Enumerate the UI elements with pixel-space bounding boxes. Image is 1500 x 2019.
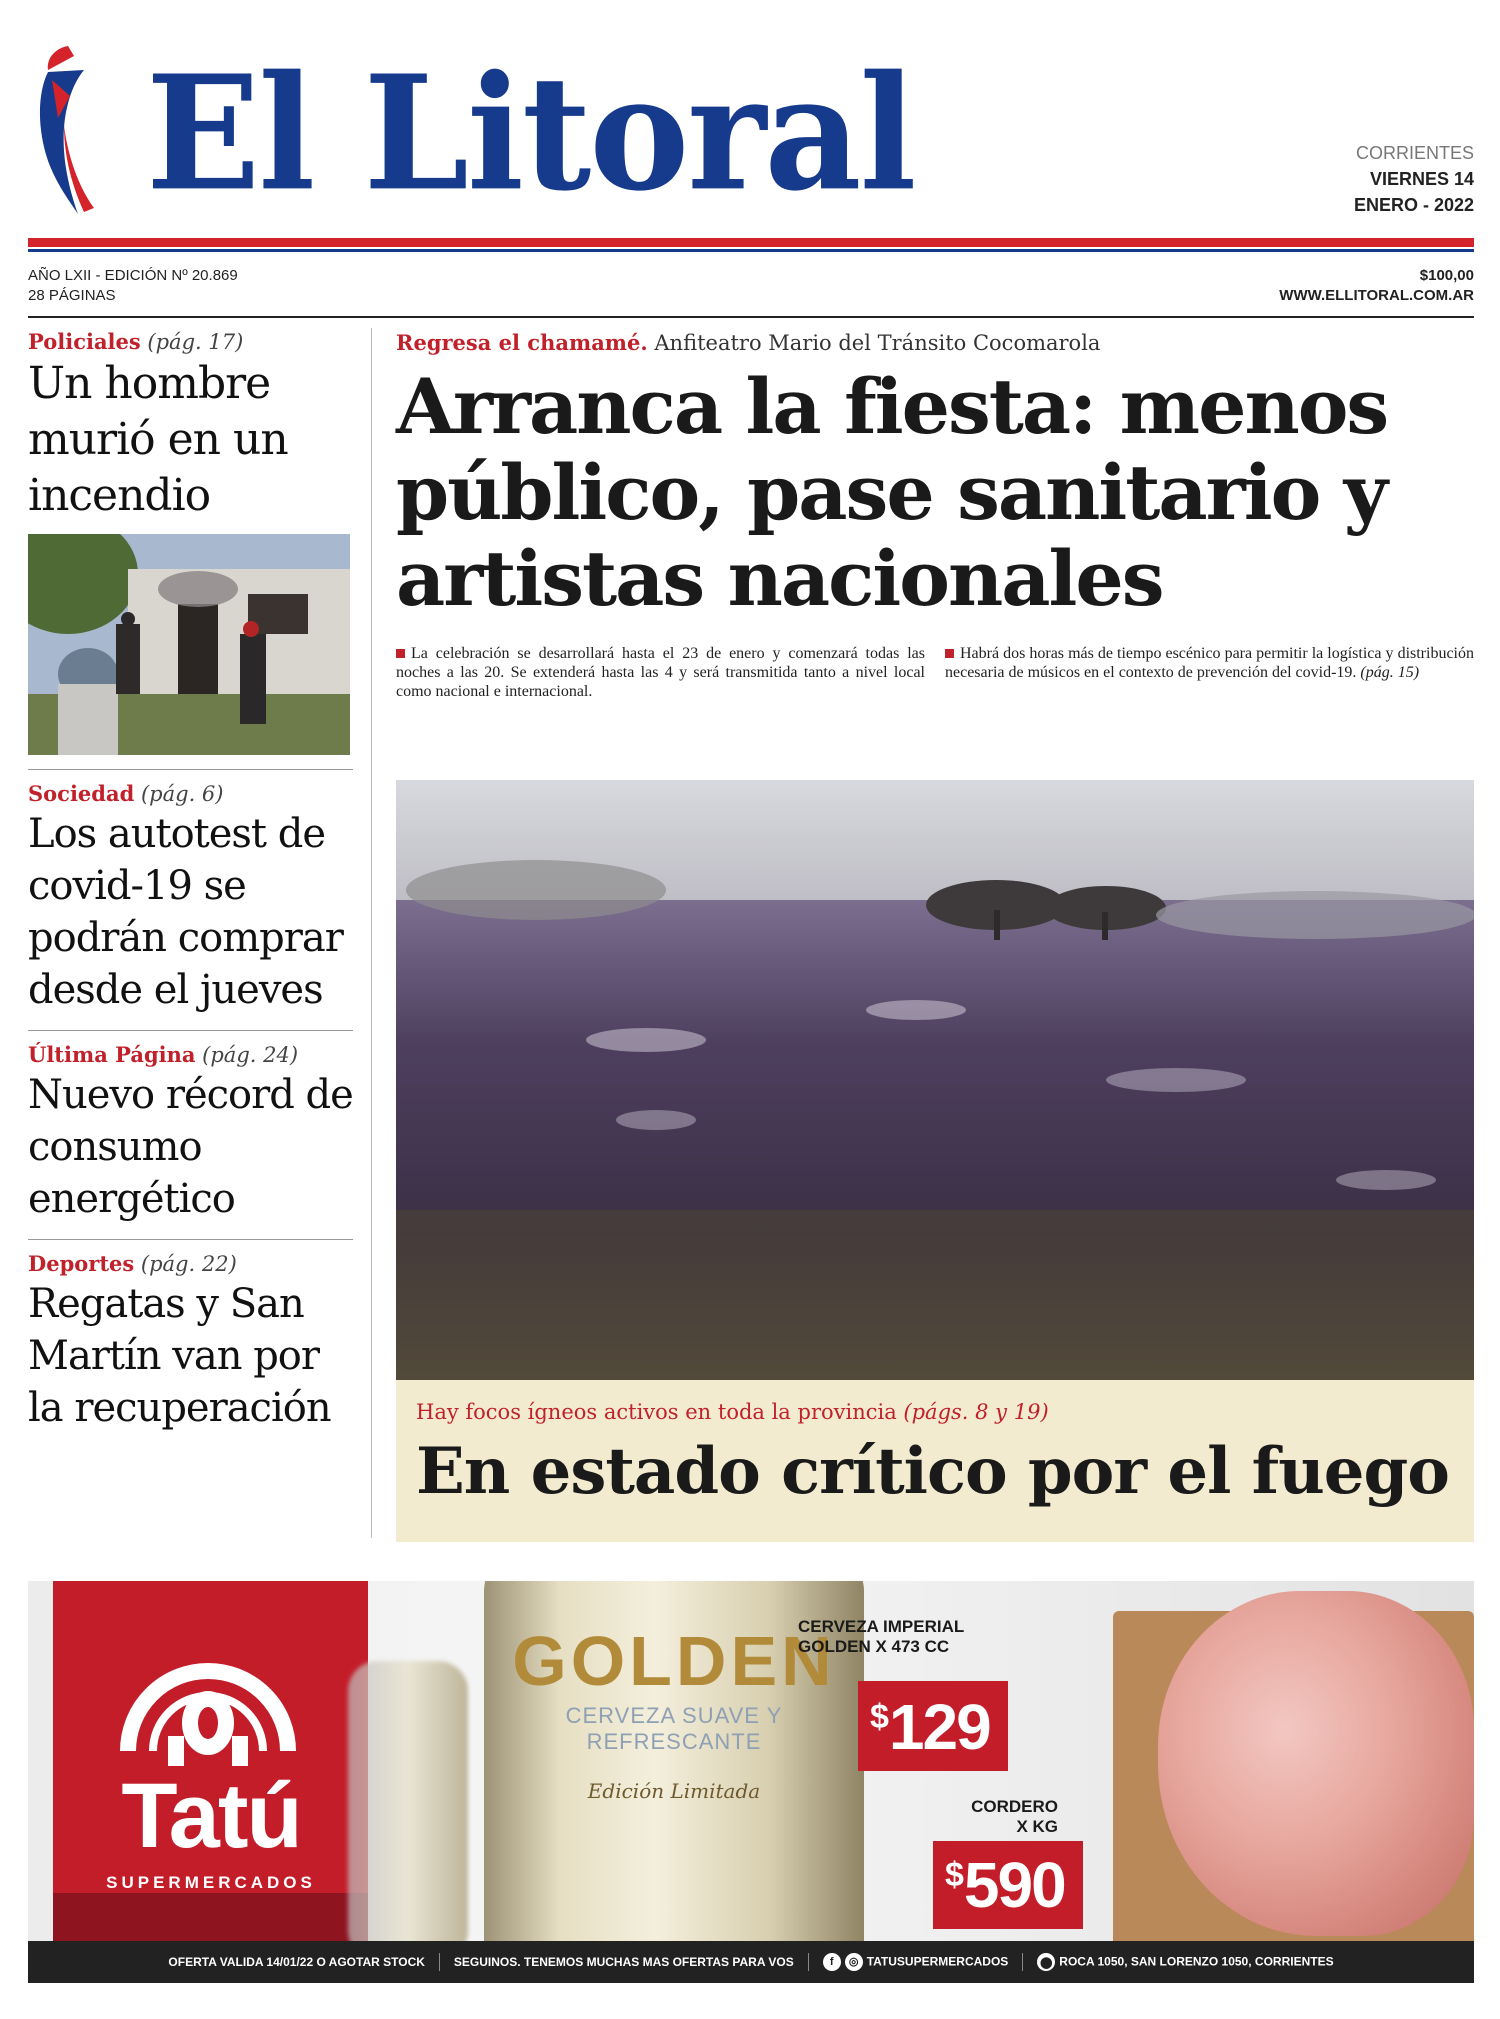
ad-brand-sub: SUPERMERCADOS — [106, 1873, 316, 1892]
bullet-square-icon — [396, 649, 405, 658]
ad-footer-bar — [28, 1941, 1474, 1983]
masthead-rule-blue — [28, 249, 1474, 252]
separator — [439, 1953, 440, 1971]
product-1-label — [798, 1617, 1038, 1657]
main-story — [396, 328, 1474, 1509]
address-block — [1037, 1953, 1333, 1971]
social-handle: TATUSUPERMERCADOS — [866, 1954, 1009, 1969]
supermarket-ad[interactable] — [28, 1581, 1474, 1983]
page-count: 28 PÁGINAS — [28, 287, 116, 304]
currency-sign: $ — [870, 1698, 889, 1736]
page-ref: (págs. 8 y 19) — [903, 1400, 1049, 1424]
bullet-item — [945, 644, 1474, 701]
story-divider — [28, 769, 353, 770]
masthead-rule-red — [28, 238, 1474, 247]
house-fire-image — [28, 534, 350, 755]
store-address: ROCA 1050, SAN LORENZO 1050, CORRIENTES — [1059, 1954, 1334, 1969]
story-divider — [28, 1239, 353, 1240]
section-label: Sociedad — [28, 781, 135, 806]
story-item[interactable] — [28, 780, 353, 1016]
ad-brand-fold — [53, 1893, 368, 1941]
caption-kicker-text: Hay focos ígneos activos en toda la provincia — [416, 1400, 897, 1424]
issue-month: ENERO - 2022 — [1353, 195, 1474, 215]
burned-field-image — [396, 780, 1474, 1380]
edition-number: AÑO LXII - EDICIÓN Nº 20.869 — [28, 267, 238, 284]
caption-headline[interactable]: En estado crítico por el fuego — [416, 1434, 1449, 1509]
product-2-detail: X KG — [1016, 1817, 1058, 1836]
issue-day: VIERNES 14 — [1369, 169, 1474, 189]
product-1-name: CERVEZA IMPERIAL — [798, 1617, 965, 1636]
website-link[interactable]: WWW.ELLITORAL.COM.AR — [1279, 287, 1474, 304]
bullet-square-icon — [945, 649, 954, 658]
facebook-icon: f — [823, 1953, 841, 1971]
masthead — [28, 30, 1474, 245]
newspaper-title: El Litoral — [146, 41, 915, 227]
currency-sign: $ — [945, 1856, 964, 1894]
story-kicker — [28, 1250, 353, 1278]
location-pin-icon: ⬤ — [1037, 1953, 1055, 1971]
product-2-price-tag — [933, 1841, 1083, 1929]
house-fire-photo — [28, 534, 350, 755]
story-item[interactable] — [28, 1041, 353, 1225]
burned-field-photo — [396, 780, 1474, 1380]
bird-logo-icon — [28, 36, 98, 220]
instagram-icon: ◎ — [845, 1953, 863, 1971]
bullet-text: Habrá dos horas más de tiempo escénico para permitir la logística y distribución necesaria de músicos en el contexto de prevención del covid-19. — [945, 645, 1474, 681]
caption-kicker — [416, 1398, 1454, 1426]
page-ref: (pág. 22) — [140, 1252, 237, 1276]
column-separator — [371, 328, 372, 1538]
product-2-price: 590 — [963, 1849, 1065, 1921]
follow-text: SEGUINOS. TENEMOS MUCHAS MAS OFERTAS PARA VOS — [453, 1955, 794, 1969]
can-subtitle: CERVEZA SUAVE Y REFRESCANTE — [565, 1703, 783, 1754]
date-block — [1354, 140, 1474, 218]
price-block — [1279, 266, 1474, 306]
city: CORRIENTES — [1355, 143, 1474, 163]
bullet-text: La celebración se desarrollará hasta el 23 de enero y comenzará todas las noches a las 20. Se extenderá hasta las 4 y será transmitida tanto a nivel local como nacional e internacional. — [396, 645, 925, 700]
edition-info — [28, 266, 238, 306]
page-ref: (pág. 6) — [140, 782, 224, 806]
story-kicker — [28, 780, 353, 808]
ad-brand-name: Tatú — [121, 1765, 301, 1867]
story-kicker — [28, 328, 353, 356]
photo-caption-box — [396, 1380, 1474, 1542]
can-brand: GOLDEN — [512, 1622, 836, 1700]
story-headline: Regatas y San Martín van por la recuperación — [28, 1281, 331, 1431]
section-label: Deportes — [28, 1251, 135, 1276]
story-divider — [28, 1030, 353, 1031]
story-headline: Nuevo récord de consumo energético — [28, 1072, 353, 1222]
story-kicker — [28, 1041, 353, 1069]
story-item[interactable] — [28, 1250, 353, 1434]
separator — [808, 1953, 809, 1971]
section-label: Policiales — [28, 329, 141, 354]
product-1-detail: GOLDEN X 473 CC — [798, 1637, 950, 1656]
separator — [1022, 1953, 1023, 1971]
main-section-label: Regresa el chamamé. — [396, 330, 648, 355]
left-column — [28, 328, 353, 1434]
beer-bottle-image — [348, 1661, 468, 1961]
page-ref: (pág. 17) — [147, 330, 244, 354]
armadillo-logo-icon — [108, 1631, 308, 1771]
main-kicker — [396, 328, 1474, 358]
bullet-item — [396, 644, 925, 701]
main-kicker-text: Anfiteatro Mario del Tránsito Cocomarola — [654, 331, 1101, 355]
product-1-price: 129 — [888, 1691, 990, 1763]
page-ref: (pág. 15) — [1360, 664, 1420, 681]
product-2-name: CORDERO — [971, 1797, 1058, 1816]
main-headline[interactable]: Arranca la fiesta: menos público, pase sanitario y artistas nacionales — [396, 362, 1388, 623]
product-2-label — [888, 1797, 1058, 1837]
can-edition: Edición Limitada — [587, 1779, 761, 1803]
offer-validity: OFERTA VALIDA 14/01/22 O AGOTAR STOCK — [168, 1955, 425, 1969]
cover-price: $100,00 — [1419, 267, 1474, 284]
social-block[interactable] — [823, 1953, 1009, 1972]
header-divider — [28, 316, 1474, 318]
product-1-price-tag — [858, 1681, 1008, 1771]
section-label: Última Página — [28, 1042, 196, 1067]
story-headline: Un hombre murió en un incendio — [28, 358, 288, 521]
lamb-meat-image — [1158, 1591, 1474, 1936]
story-item[interactable] — [28, 328, 353, 755]
story-headline: Los autotest de covid-19 se podrán comprar desde el jueves — [28, 811, 343, 1013]
main-bullets — [396, 644, 1474, 701]
page-ref: (pág. 24) — [202, 1043, 299, 1067]
